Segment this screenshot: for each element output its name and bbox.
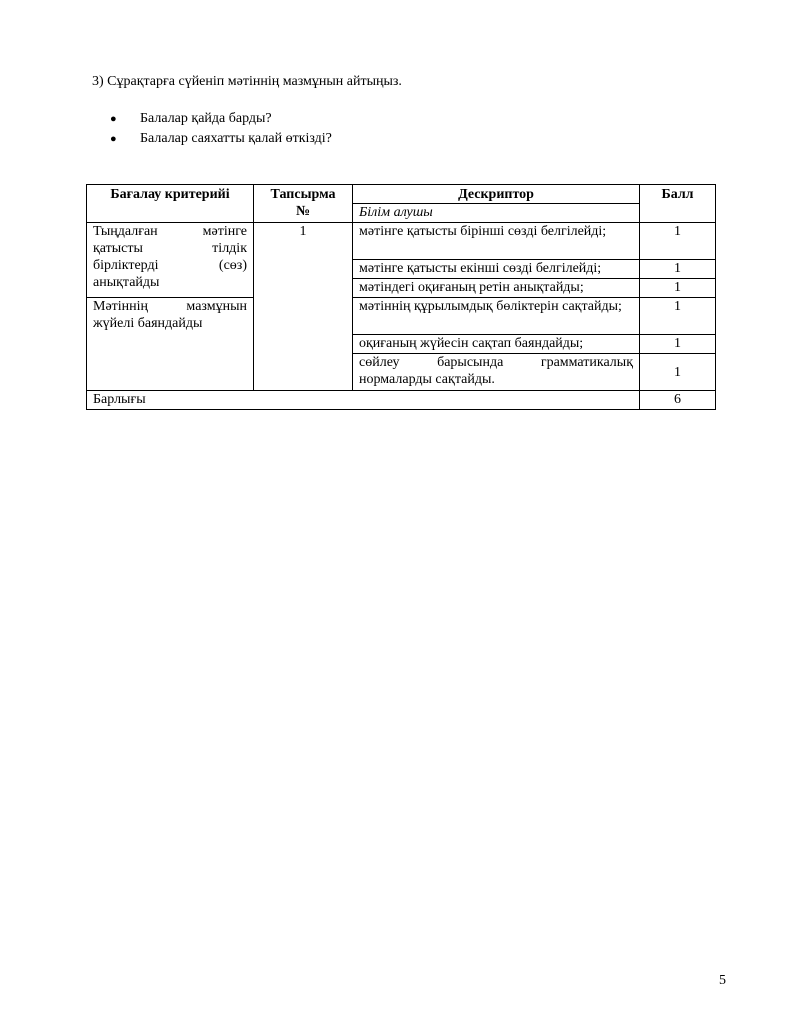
header-descriptor-sub: Білім алушы [353,204,640,223]
list-item [110,130,332,150]
criteria-cell: Мәтіннің мазмұнын жүйелі баяндайды [87,298,254,391]
header-task-number: Тапсырма № [254,185,353,223]
question-list [110,110,332,150]
descriptor-cell: мәтіндегі оқиғаның ретін анықтайды; [353,279,640,298]
table-row [87,223,716,260]
table-row [87,298,716,335]
descriptor-cell: оқиғаның жүйесін сақтап баяндайды; [353,335,640,354]
total-row [87,391,716,410]
score-cell: 1 [640,279,716,298]
score-cell: 1 [640,298,716,335]
score-cell: 1 [640,335,716,354]
question-text: Балалар саяхатты қалай өткізді? [140,131,332,146]
descriptor-cell: мәтіннің құрылымдық бөліктерін сақтайды; [353,298,640,335]
descriptor-cell: мәтінге қатысты бірінші сөзді белгілейді; [353,223,640,260]
score-cell: 1 [640,260,716,279]
list-item [110,110,332,130]
descriptor-cell: мәтінге қатысты екінші сөзді белгілейді; [353,260,640,279]
assessment-table [86,184,716,410]
criteria-cell: Тыңдалған мәтінге қатысты тілдік бірліктерді (сөз) анықтайды [87,223,254,298]
total-score: 6 [640,391,716,410]
header-score: Балл [640,185,716,223]
score-cell: 1 [640,354,716,391]
descriptor-cell: сөйлеу барысында грамматикалық нормаларды сақтайды. [353,354,640,391]
bullet-icon: ● [110,133,117,145]
task-heading: 3) Сұрақтарға сүйеніп мәтіннің мазмұнын айтыңыз. [92,74,402,89]
bullet-icon: ● [110,113,117,125]
page-number: 5 [719,973,726,988]
score-cell: 1 [640,223,716,260]
total-label: Барлығы [87,391,640,410]
header-descriptor: Дескриптор [353,185,640,204]
task-number-cell: 1 [254,223,353,391]
header-criteria: Бағалау критерийі [87,185,254,223]
question-text: Балалар қайда барды? [140,111,272,126]
